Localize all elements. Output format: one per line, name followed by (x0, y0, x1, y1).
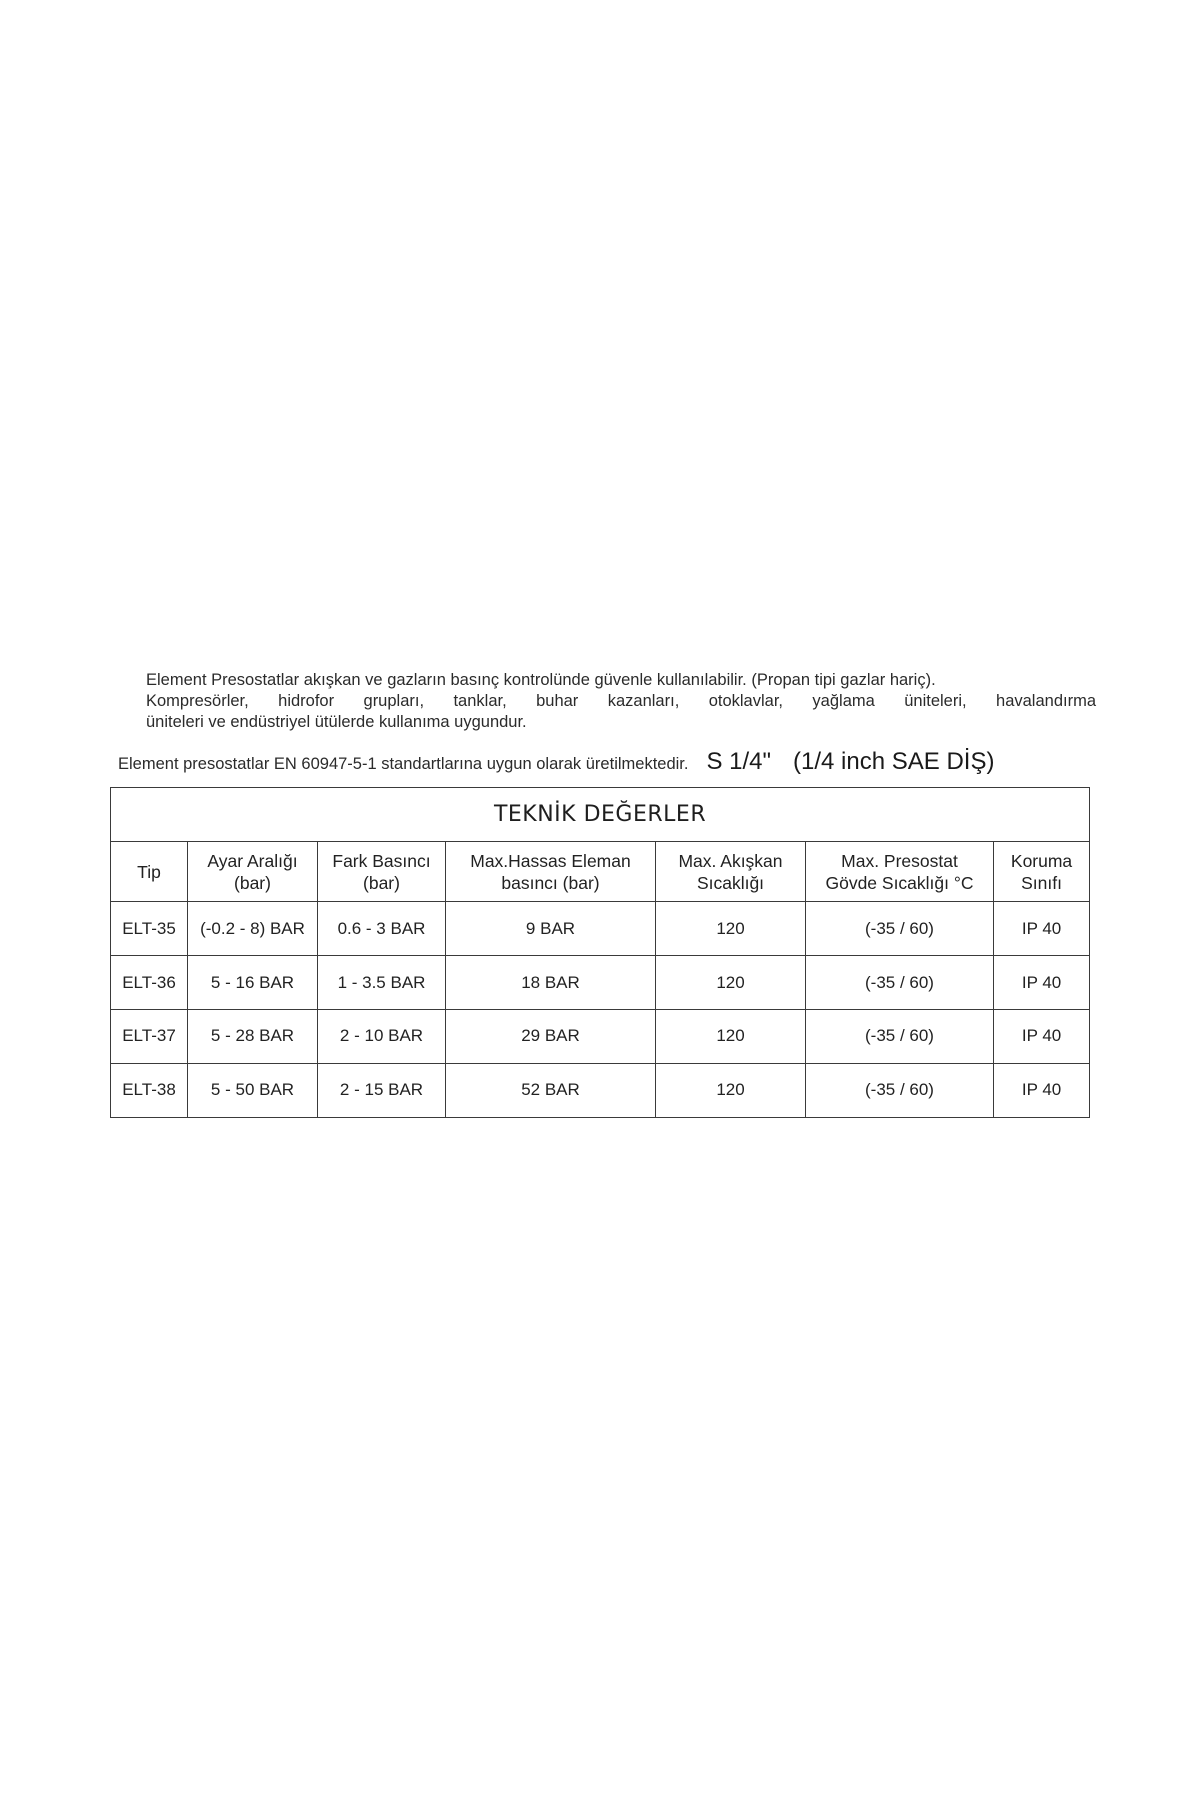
header-hassas-eleman: Max.Hassas Eleman basıncı (bar) (446, 841, 656, 901)
table-row (111, 1063, 1090, 1117)
technical-values-table (110, 787, 1090, 1118)
intro-line-2: Kompresörler, hidrofor grupları, tanklar, buhar kazanları, otoklavlar, yağlama üniteleri, havalandırma (146, 692, 1096, 710)
cell-hassas-eleman: 9 BAR (446, 902, 656, 956)
cell-govde-sicakligi: (-35 / 60) (806, 1063, 994, 1117)
cell-akiskan-sicakligi: 120 (656, 1009, 806, 1063)
thread-size: S 1/4" (706, 748, 772, 775)
header-koruma-sinifi: Koruma Sınıfı (994, 841, 1090, 901)
cell-koruma-sinifi: IP 40 (994, 1063, 1090, 1117)
cell-akiskan-sicakligi: 120 (656, 956, 806, 1010)
thread-description: (1/4 inch SAE DİŞ) (793, 748, 995, 775)
cell-tip: ELT-38 (111, 1063, 188, 1117)
table-title-row (111, 788, 1090, 842)
cell-akiskan-sicakligi: 120 (656, 902, 806, 956)
cell-koruma-sinifi: IP 40 (994, 956, 1090, 1010)
cell-koruma-sinifi: IP 40 (994, 1009, 1090, 1063)
intro-line-3: üniteleri ve endüstriyel ütülerde kullanıma uygundur. (146, 713, 527, 731)
cell-govde-sicakligi: (-35 / 60) (806, 956, 994, 1010)
cell-tip: ELT-36 (111, 956, 188, 1010)
table-row (111, 956, 1090, 1010)
intro-text (146, 670, 1096, 733)
cell-tip: ELT-35 (111, 902, 188, 956)
table-title: TEKNİK DEĞERLER (111, 788, 1090, 842)
cell-ayar-araligi: 5 - 16 BAR (188, 956, 318, 1010)
header-fark-basinci: Fark Basıncı (bar) (318, 841, 446, 901)
cell-akiskan-sicakligi: 120 (656, 1063, 806, 1117)
cell-govde-sicakligi: (-35 / 60) (806, 1009, 994, 1063)
header-tip: Tip (111, 841, 188, 901)
cell-govde-sicakligi: (-35 / 60) (806, 902, 994, 956)
cell-ayar-araligi: (-0.2 - 8) BAR (188, 902, 318, 956)
cell-koruma-sinifi: IP 40 (994, 902, 1090, 956)
table-row (111, 1009, 1090, 1063)
cell-ayar-araligi: 5 - 50 BAR (188, 1063, 318, 1117)
cell-tip: ELT-37 (111, 1009, 188, 1063)
cell-fark-basinci: 2 - 15 BAR (318, 1063, 446, 1117)
intro-line-1: Element Presostatlar akışkan ve gazların basınç kontrolünde güvenle kullanılabilir. (Propan tipi gazlar hariç). (146, 671, 936, 689)
cell-hassas-eleman: 52 BAR (446, 1063, 656, 1117)
table-header-row (111, 841, 1090, 901)
cell-fark-basinci: 2 - 10 BAR (318, 1009, 446, 1063)
cell-fark-basinci: 1 - 3.5 BAR (318, 956, 446, 1010)
header-govde-sicakligi: Max. Presostat Gövde Sıcaklığı °C (806, 841, 994, 901)
cell-ayar-araligi: 5 - 28 BAR (188, 1009, 318, 1063)
header-akiskan-sicakligi: Max. Akışkan Sıcaklığı (656, 841, 806, 901)
standard-text: Element presostatlar EN 60947-5-1 standartlarına uygun olarak üretilmektedir. (118, 755, 689, 773)
cell-hassas-eleman: 18 BAR (446, 956, 656, 1010)
table-row (111, 902, 1090, 956)
cell-hassas-eleman: 29 BAR (446, 1009, 656, 1063)
header-ayar-araligi: Ayar Aralığı (bar) (188, 841, 318, 901)
standard-line (118, 748, 1118, 776)
cell-fark-basinci: 0.6 - 3 BAR (318, 902, 446, 956)
